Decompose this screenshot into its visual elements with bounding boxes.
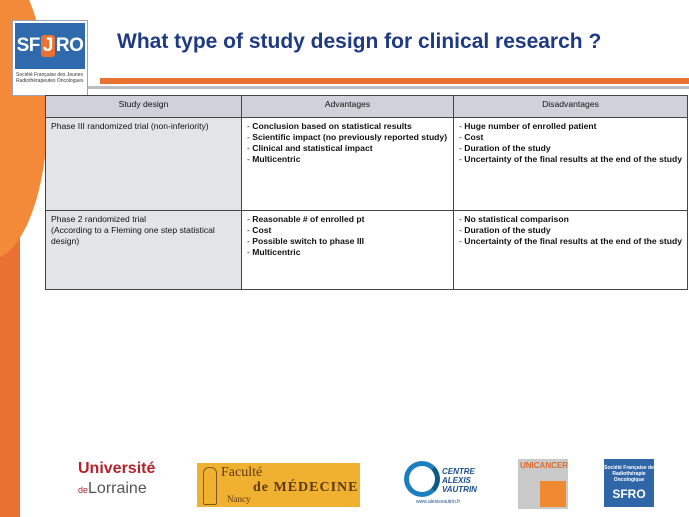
disadvantage-item: - Cost bbox=[459, 132, 682, 143]
advantage-item: - Reasonable # of enrolled pt bbox=[247, 214, 448, 225]
faculte-logo-line: Nancy bbox=[227, 494, 251, 504]
advantage-item: - Multicentric bbox=[247, 247, 448, 258]
advantage-item: - Conclusion based on statistical results bbox=[247, 121, 448, 132]
study-design-cell bbox=[46, 211, 242, 290]
title-divider-grey bbox=[88, 86, 689, 89]
sfjro-logo bbox=[12, 20, 88, 96]
sfro-logo-caption: Société Française de Radiothérapie Oncologique bbox=[604, 465, 654, 483]
study-design-table bbox=[45, 95, 688, 290]
skeleton-icon bbox=[203, 467, 217, 505]
advantages-cell bbox=[242, 118, 454, 211]
advantage-item: - Multicentric bbox=[247, 154, 448, 165]
faculte-medecine-logo bbox=[197, 463, 360, 507]
sfro-logo-text: SFRO bbox=[612, 487, 646, 501]
disadvantage-item: - No statistical comparison bbox=[459, 214, 682, 225]
cav-logo-url: www.alexisvautrin.fr bbox=[416, 499, 461, 505]
disadvantage-item: - Duration of the study bbox=[459, 143, 682, 154]
unicancer-logo-text: UNICANCER bbox=[520, 461, 568, 470]
disadvantages-cell bbox=[454, 211, 688, 290]
disadvantage-item: - Huge number of enrolled patient bbox=[459, 121, 682, 132]
faculte-logo-line: Faculté bbox=[221, 465, 263, 480]
advantage-item: - Cost bbox=[247, 225, 448, 236]
advantages-cell bbox=[242, 211, 454, 290]
page-title: What type of study design for clinical research ? bbox=[117, 30, 602, 53]
advantage-item: - Clinical and statistical impact bbox=[247, 143, 448, 154]
partner-logos bbox=[0, 455, 689, 511]
study-design-name: Phase 2 randomized trial bbox=[51, 214, 147, 224]
disadvantages-cell bbox=[454, 118, 688, 211]
table-header-row bbox=[46, 96, 688, 118]
sfjro-logo-subtitle: Société Française des Jeunes Radiothérapeutes Oncologues bbox=[16, 72, 84, 84]
disadvantage-item: - Uncertainty of the final results at the end of the study bbox=[459, 154, 682, 165]
study-design-cell bbox=[46, 118, 242, 211]
centre-alexis-vautrin-logo bbox=[402, 459, 490, 507]
unicancer-logo bbox=[518, 459, 568, 509]
advantage-item: - Scientific impact (no previously reported study) bbox=[247, 132, 448, 143]
advantage-item: - Possible switch to phase III bbox=[247, 236, 448, 247]
study-design-name: Phase III randomized trial (non-inferiority) bbox=[51, 121, 209, 131]
column-header-study-design: Study design bbox=[46, 96, 242, 118]
study-design-note: (According to a Fleming one step statistical design) bbox=[51, 225, 215, 246]
sfro-logo bbox=[604, 459, 654, 507]
universite-lorraine-logo bbox=[78, 459, 170, 505]
column-header-disadvantages: Disadvantages bbox=[454, 96, 688, 118]
universite-logo-line: deLorraine bbox=[78, 480, 147, 497]
cav-logo-text: CENTRE ALEXIS VAUTRIN bbox=[442, 467, 477, 494]
title-divider-orange bbox=[100, 78, 689, 84]
sfjro-logo-mark: SF J RO bbox=[15, 23, 85, 69]
disadvantage-item: - Uncertainty of the final results at the end of the study bbox=[459, 236, 682, 247]
disadvantage-item: - Duration of the study bbox=[459, 225, 682, 236]
table-row bbox=[46, 211, 688, 290]
universite-logo-line: Université bbox=[78, 460, 156, 477]
table-row bbox=[46, 118, 688, 211]
faculte-logo-line: de MÉDECINE bbox=[253, 480, 359, 495]
cav-emblem-icon bbox=[404, 461, 440, 497]
column-header-advantages: Advantages bbox=[242, 96, 454, 118]
unicancer-logo-mark bbox=[540, 481, 566, 507]
